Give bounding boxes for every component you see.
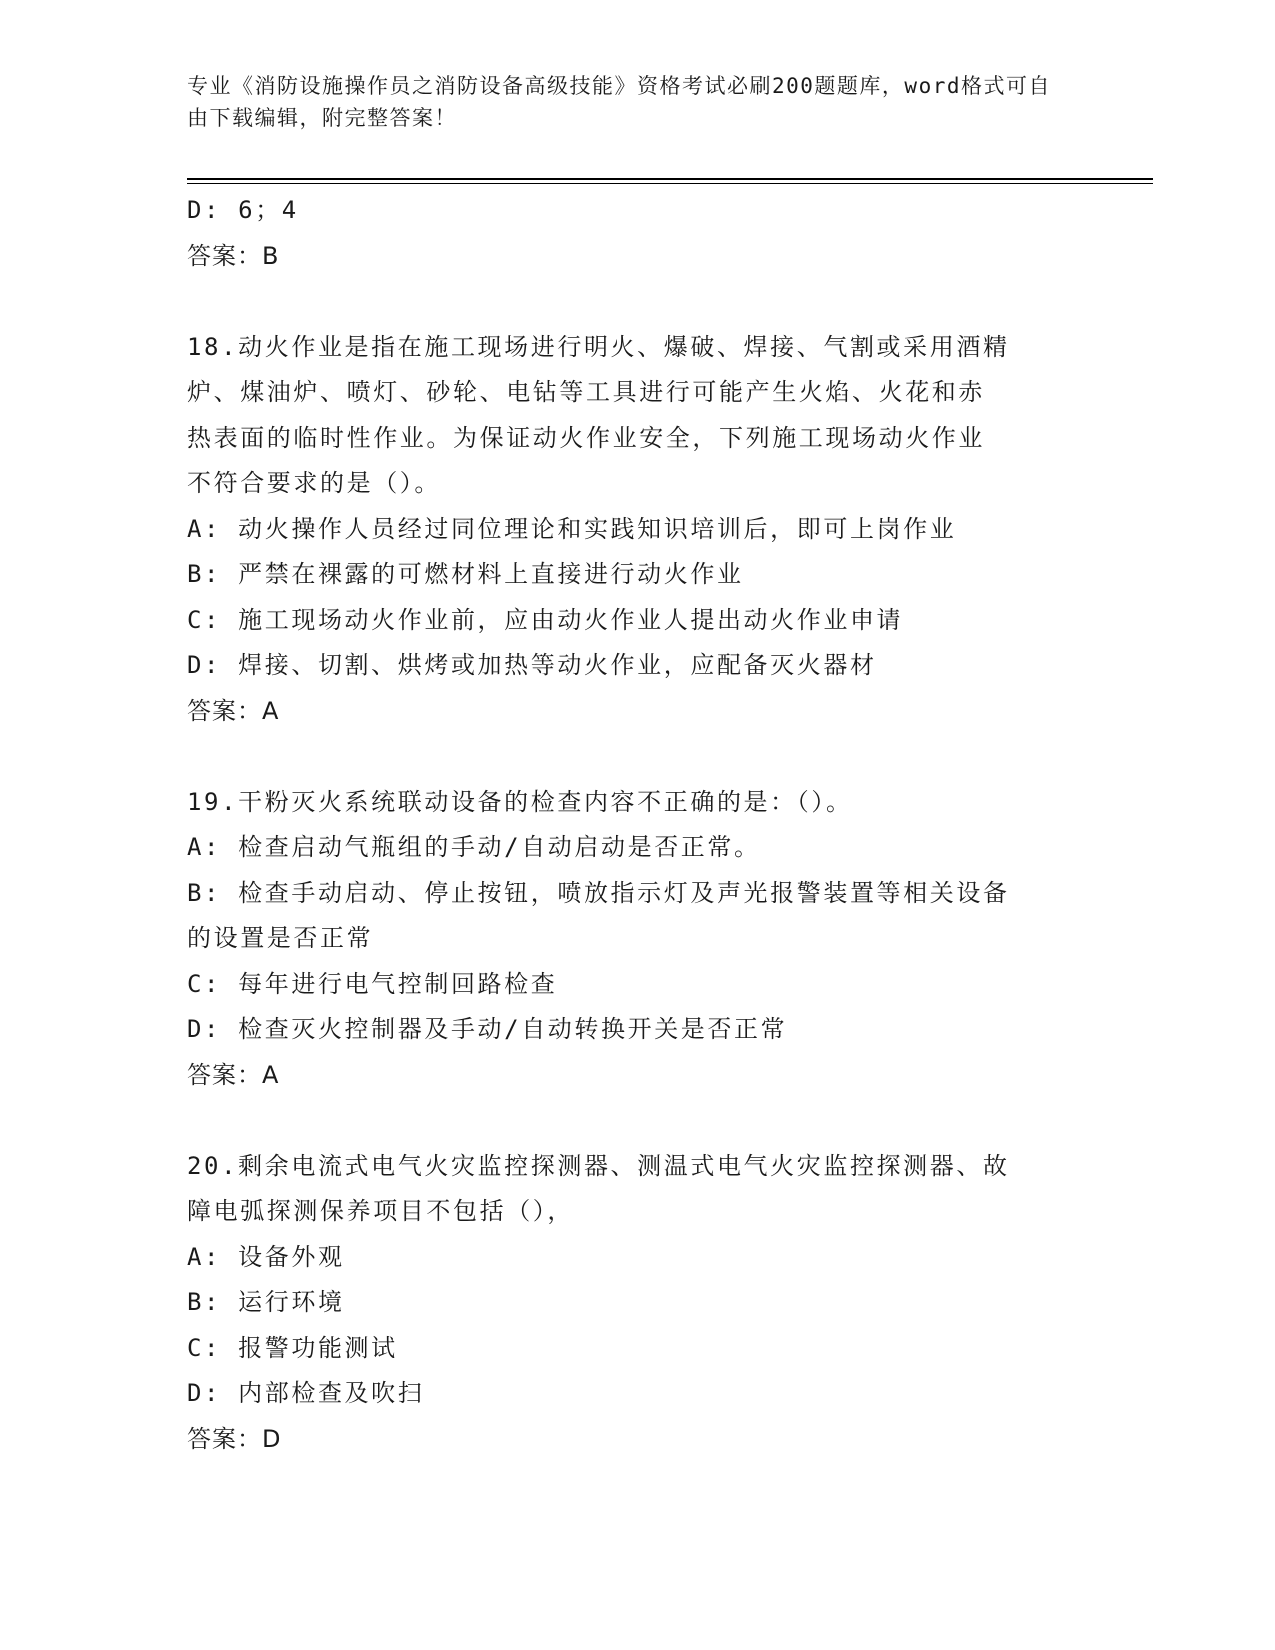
question-stem-line: 20.剩余电流式电气火灾监控探测器、测温式电气火灾监控探测器、故 [187, 1151, 1010, 1180]
question-stem-line: 19.干粉灭火系统联动设备的检查内容不正确的是：（）。 [187, 787, 853, 816]
question-stem-line: 热表面的临时性作业。为保证动火作业安全，下列施工现场动火作业 [187, 423, 985, 452]
question-19 [187, 780, 1087, 1099]
option-a: A: 检查启动气瓶组的手动/自动启动是否正常。 [187, 833, 761, 861]
spacer [187, 734, 1087, 780]
header-text: 专业《消防设施操作员之消防设备高级技能》资格考试必刷200题题库，word格式可自由下载编辑，附完整答案！ [187, 74, 1051, 130]
answer-line: 答案：D [187, 1424, 282, 1453]
option-c: C: 报警功能测试 [187, 1333, 398, 1362]
option-c: C: 每年进行电气控制回路检查 [187, 969, 558, 998]
question-18 [187, 325, 1087, 735]
answer-line: 答案：B [187, 241, 280, 270]
question-stem-line: 炉、煤油炉、喷灯、砂轮、电钻等工具进行可能产生火焰、火花和赤 [187, 378, 985, 406]
option-c: C: 施工现场动火作业前，应由动火作业人提出动火作业申请 [187, 605, 904, 634]
header-divider-thin [187, 183, 1153, 184]
question-stem-line: 障电弧探测保养项目不包括（）， [187, 1197, 574, 1225]
option-a: A: 设备外观 [187, 1242, 345, 1271]
header-divider-thick [187, 178, 1153, 180]
option-d: D: 内部检查及吹扫 [187, 1379, 425, 1407]
document-header [187, 70, 1067, 134]
answer-line: 答案：A [187, 1060, 280, 1089]
question-stem-line: 18.动火作业是指在施工现场进行明火、爆破、焊接、气割或采用酒精 [187, 332, 1010, 361]
option-b-continued: 的设置是否正常 [187, 924, 374, 952]
option-d: D: 6；4 [187, 196, 299, 224]
spacer [187, 279, 1087, 325]
option-a: A: 动火操作人员经过同位理论和实践知识培训后，即可上岗作业 [187, 514, 957, 543]
answer-line: 答案：A [187, 696, 280, 725]
question-stem-line: 不符合要求的是（）。 [187, 469, 441, 497]
question-20 [187, 1144, 1087, 1463]
option-b: B: 严禁在裸露的可燃材料上直接进行动火作业 [187, 560, 744, 588]
question-content [187, 188, 1087, 1462]
option-b: B: 检查手动启动、停止按钮，喷放指示灯及声光报警装置等相关设备 [187, 878, 1010, 907]
option-b: B: 运行环境 [187, 1288, 345, 1316]
option-d: D: 检查灭火控制器及手动/自动转换开关是否正常 [187, 1015, 788, 1043]
option-d: D: 焊接、切割、烘烤或加热等动火作业，应配备灭火器材 [187, 651, 877, 679]
previous-question-fragment [187, 188, 1087, 279]
spacer [187, 1098, 1087, 1144]
